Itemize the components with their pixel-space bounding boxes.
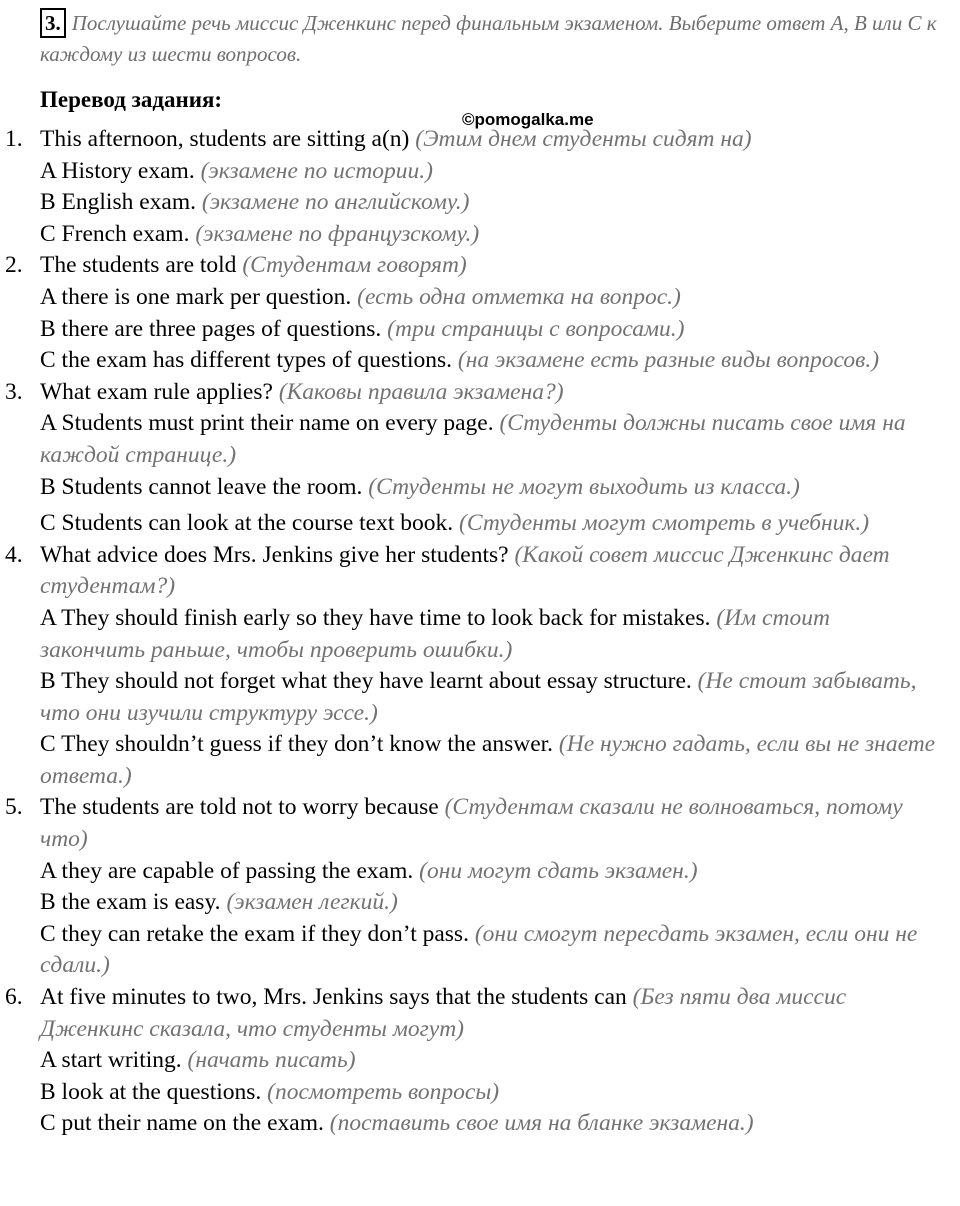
- option-text: A start writing.: [40, 1047, 182, 1074]
- option-text: B They should not forget what they have learnt about essay structure.: [40, 668, 692, 695]
- option-b: [40, 666, 940, 729]
- option-translation: (они могут сдать экзамен.): [419, 857, 698, 884]
- question-6: [0, 982, 960, 1140]
- option-a: [40, 156, 940, 188]
- option-c: [40, 1108, 940, 1140]
- question-text: What exam rule applies?: [40, 378, 273, 405]
- question-number: 6.: [5, 984, 23, 1011]
- option-text: C the exam has different types of questions.: [40, 347, 453, 374]
- option-text: B there are three pages of questions.: [40, 315, 382, 342]
- task-number: 3.: [40, 8, 66, 38]
- question-number: 1.: [5, 126, 23, 152]
- question-3: [0, 377, 960, 540]
- option-a: [40, 408, 940, 471]
- question-text: The students are told: [40, 252, 237, 279]
- option-translation: (начать писать): [187, 1047, 356, 1074]
- option-translation: (есть одна отметка на вопрос.): [357, 283, 681, 310]
- option-text: C They shouldn’t guess if they don’t know the answer.: [40, 731, 554, 758]
- question-translation: (Без пяти два миссис Дженкинс сказала, что студенты могут): [40, 984, 847, 1042]
- watermark: ©pomogalka.me: [462, 110, 594, 129]
- option-text: A They should finish early so they have time to look back for mistakes.: [40, 604, 711, 631]
- option-text: B English exam.: [40, 189, 196, 216]
- option-translation: (три страницы с вопросами.): [387, 315, 685, 342]
- option-translation: (Им стоит закончить раньше, чтобы проверить ошибки.): [40, 604, 830, 663]
- question-translation: (Какой совет миссис Дженкинс дает студентам?): [40, 541, 890, 600]
- question-translation: (Каковы правила экзамена?): [278, 378, 564, 405]
- option-translation: (на экзамене есть разные виды вопросов.): [457, 347, 880, 374]
- option-text: C Students can look at the course text book.: [40, 510, 454, 537]
- question-text: This afternoon, students are sitting a(n): [40, 126, 410, 152]
- option-translation: (Не стоит забывать, что они изучили структуру эссе.): [40, 668, 917, 726]
- option-b: [40, 314, 940, 346]
- question-number: 4.: [5, 541, 23, 568]
- option-translation: (Студенты не могут выходить из класса.): [368, 473, 800, 500]
- option-text: C put their name on the exam.: [40, 1110, 324, 1137]
- question-4: [0, 540, 960, 793]
- option-b: [40, 1077, 940, 1109]
- question-1: [0, 124, 960, 250]
- option-translation: (экзамен легкий.): [226, 889, 398, 916]
- option-text: A History exam.: [40, 157, 195, 184]
- question-translation: (Студентам сказали не волноваться, потому что): [40, 794, 903, 853]
- option-text: B Students cannot leave the room.: [40, 473, 363, 500]
- option-text: A they are capable of passing the exam.: [40, 857, 414, 884]
- option-a: [40, 282, 940, 314]
- option-a: [40, 1045, 940, 1077]
- question-text: At five minutes to two, Mrs. Jenkins says that the students can: [40, 984, 627, 1011]
- option-translation: (посмотреть вопросы): [267, 1078, 500, 1105]
- option-text: B look at the questions.: [40, 1078, 262, 1105]
- option-c: [40, 919, 940, 982]
- section-title: Перевод задания:: [40, 87, 223, 112]
- option-a: [40, 856, 940, 888]
- option-c: [40, 345, 940, 377]
- option-translation: (они смогут пересдать экзамен, если они не сдали.): [40, 920, 918, 979]
- question-translation: (Этим днем студенты сидят на): [415, 126, 752, 152]
- option-a: [40, 603, 940, 666]
- option-c: [40, 729, 940, 792]
- question-number: 3.: [5, 378, 23, 405]
- question-text: The students are told not to worry because: [40, 794, 439, 821]
- option-c: [40, 219, 940, 251]
- question-number: 5.: [5, 794, 23, 821]
- question-2: [0, 250, 960, 376]
- option-translation: (экзамене по французскому.): [195, 220, 480, 247]
- task-instruction: Послушайте речь миссис Дженкинс перед финальным экзаменом. Выберите ответ A, B или C к каждому из шести вопросов.: [40, 11, 937, 66]
- option-c: [40, 508, 940, 540]
- option-translation: (Студенты должны писать свое имя на каждой странице.): [40, 410, 906, 468]
- question-5: [0, 792, 960, 982]
- option-translation: (поставить свое имя на бланке экзамена.): [329, 1110, 754, 1137]
- question-number: 2.: [5, 252, 23, 279]
- option-b: [40, 472, 940, 504]
- option-text: A Students must print their name on every page.: [40, 410, 494, 437]
- task-header: [40, 8, 952, 70]
- question-list: [0, 124, 960, 1140]
- question-text: What advice does Mrs. Jenkins give her students?: [40, 541, 509, 568]
- option-translation: (экзамене по истории.): [200, 157, 433, 184]
- option-translation: (экзамене по английскому.): [201, 189, 470, 216]
- question-translation: (Студентам говорят): [242, 252, 467, 279]
- option-text: C they can retake the exam if they don’t pass.: [40, 920, 469, 947]
- option-text: A there is one mark per question.: [40, 283, 352, 310]
- option-text: C French exam.: [40, 220, 190, 247]
- option-text: B the exam is easy.: [40, 889, 221, 916]
- option-b: [40, 187, 940, 219]
- option-b: [40, 887, 940, 919]
- option-translation: (Студенты могут смотреть в учебник.): [459, 510, 870, 537]
- option-translation: (Не нужно гадать, если вы не знаете ответа.): [40, 731, 936, 789]
